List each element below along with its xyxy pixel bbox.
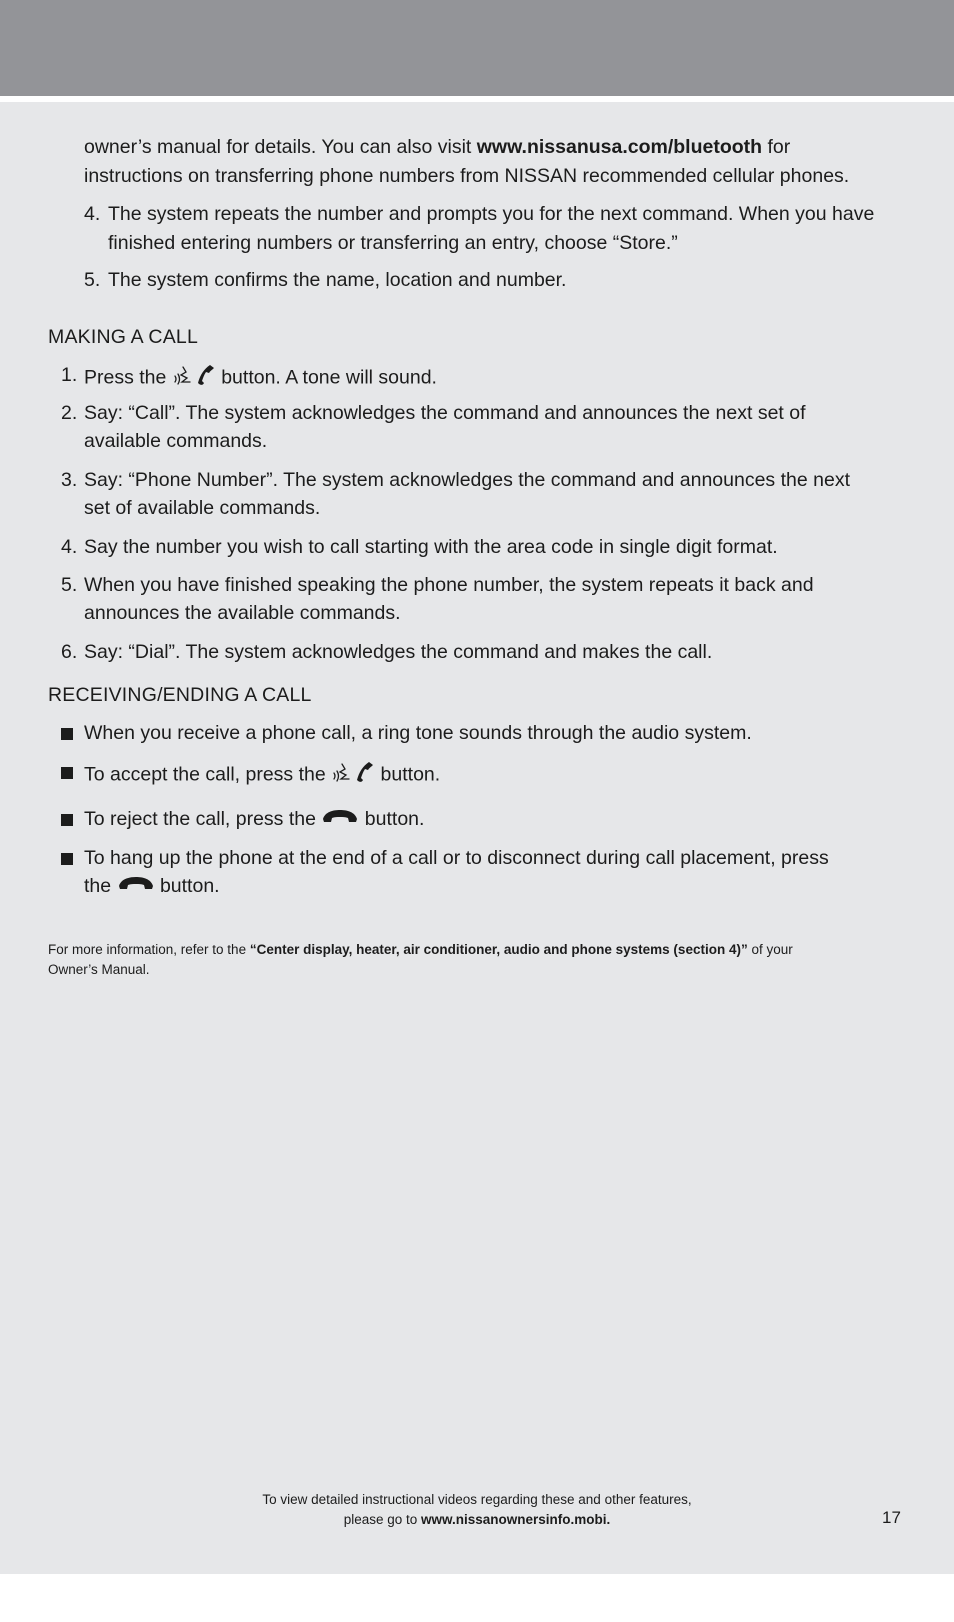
step-text: Say: “Phone Number”. The system acknowledges the command and announces the next xyxy=(84,469,850,491)
step-number: 6. xyxy=(61,641,78,663)
step-text-pre: Press the xyxy=(84,366,172,389)
voice-phone-icon xyxy=(172,361,216,396)
intro-line-1 xyxy=(84,133,790,162)
voice-phone-icon xyxy=(331,758,375,793)
bullet-text xyxy=(84,872,220,901)
bullet-text xyxy=(84,805,424,834)
bluetooth-link[interactable]: www.nissanusa.com/bluetooth xyxy=(476,136,763,158)
step-text: Say the number you wish to call starting with the area code in single digit format. xyxy=(84,536,778,558)
bullet-text-post: button. xyxy=(359,808,425,830)
step-text-post: button. A tone will sound. xyxy=(215,366,437,389)
intro-line-2: instructions on transferring phone numbers from NISSAN recommended cellular phones. xyxy=(84,165,850,187)
step-text: Say: “Dial”. The system acknowledges the command and makes the call. xyxy=(84,641,713,663)
step-number: 5. xyxy=(84,269,101,291)
intro-text: for xyxy=(762,136,791,158)
step-number: 1. xyxy=(61,364,78,386)
bullet-icon xyxy=(61,728,73,740)
hang-up-icon xyxy=(117,872,155,901)
step-number: 5. xyxy=(61,574,78,596)
footnote-text: of your xyxy=(747,942,793,957)
step-text: When you have finished speaking the phone number, the system repeats it back and xyxy=(84,574,814,596)
bullet-text-post: button. xyxy=(154,875,220,897)
step-text: available commands. xyxy=(84,430,268,452)
bullet-text xyxy=(84,758,440,793)
step-number: 2. xyxy=(61,402,78,424)
footer-text: please go to xyxy=(343,1512,422,1527)
bullet-text-pre: To accept the call, press the xyxy=(84,763,332,786)
footer-line-1: To view detailed instructional videos regarding these and other features, xyxy=(262,1492,692,1507)
manual-page xyxy=(0,102,954,1574)
step-text: set of available commands. xyxy=(84,497,321,519)
section-heading-receiving-call: RECEIVING/ENDING A CALL xyxy=(48,684,312,706)
bullet-text: To hang up the phone at the end of a call or to disconnect during call placement, press xyxy=(84,847,829,869)
bullet-text: When you receive a phone call, a ring tone sounds through the audio system. xyxy=(84,722,752,744)
step-number: 4. xyxy=(61,536,78,558)
bullet-icon xyxy=(61,853,73,865)
bullet-text-pre: the xyxy=(84,875,117,897)
section-heading-making-call: MAKING A CALL xyxy=(48,326,198,348)
hang-up-icon xyxy=(321,805,359,834)
bullet-text-post: button. xyxy=(375,763,441,786)
step-text: finished entering numbers or transferring an entry, choose “Store.” xyxy=(108,232,678,254)
step-number: 3. xyxy=(61,469,78,491)
intro-text: owner’s manual for details. You can also visit xyxy=(84,136,477,158)
footnote-text: For more information, refer to the xyxy=(48,942,250,957)
footer-line-2 xyxy=(0,1510,954,1530)
bullet-icon xyxy=(61,814,73,826)
owners-info-link[interactable]: www.nissanownersinfo.mobi. xyxy=(421,1512,611,1527)
step-number: 4. xyxy=(84,203,101,225)
footnote xyxy=(48,940,908,980)
step-text xyxy=(84,361,437,396)
step-text: announces the available commands. xyxy=(84,602,401,624)
footnote-text: Owner’s Manual. xyxy=(48,962,150,977)
bullet-icon xyxy=(61,767,73,779)
footnote-reference: “Center display, heater, air conditioner, audio and phone systems (section 4)” xyxy=(249,942,748,957)
step-text: Say: “Call”. The system acknowledges the command and announces the next set of xyxy=(84,402,806,424)
page-number: 17 xyxy=(882,1508,901,1527)
header-bar xyxy=(0,0,954,96)
bullet-text-pre: To reject the call, press the xyxy=(84,808,322,830)
step-text: The system repeats the number and prompts you for the next command. When you have xyxy=(108,203,875,225)
step-text: The system confirms the name, location and number. xyxy=(108,269,567,291)
